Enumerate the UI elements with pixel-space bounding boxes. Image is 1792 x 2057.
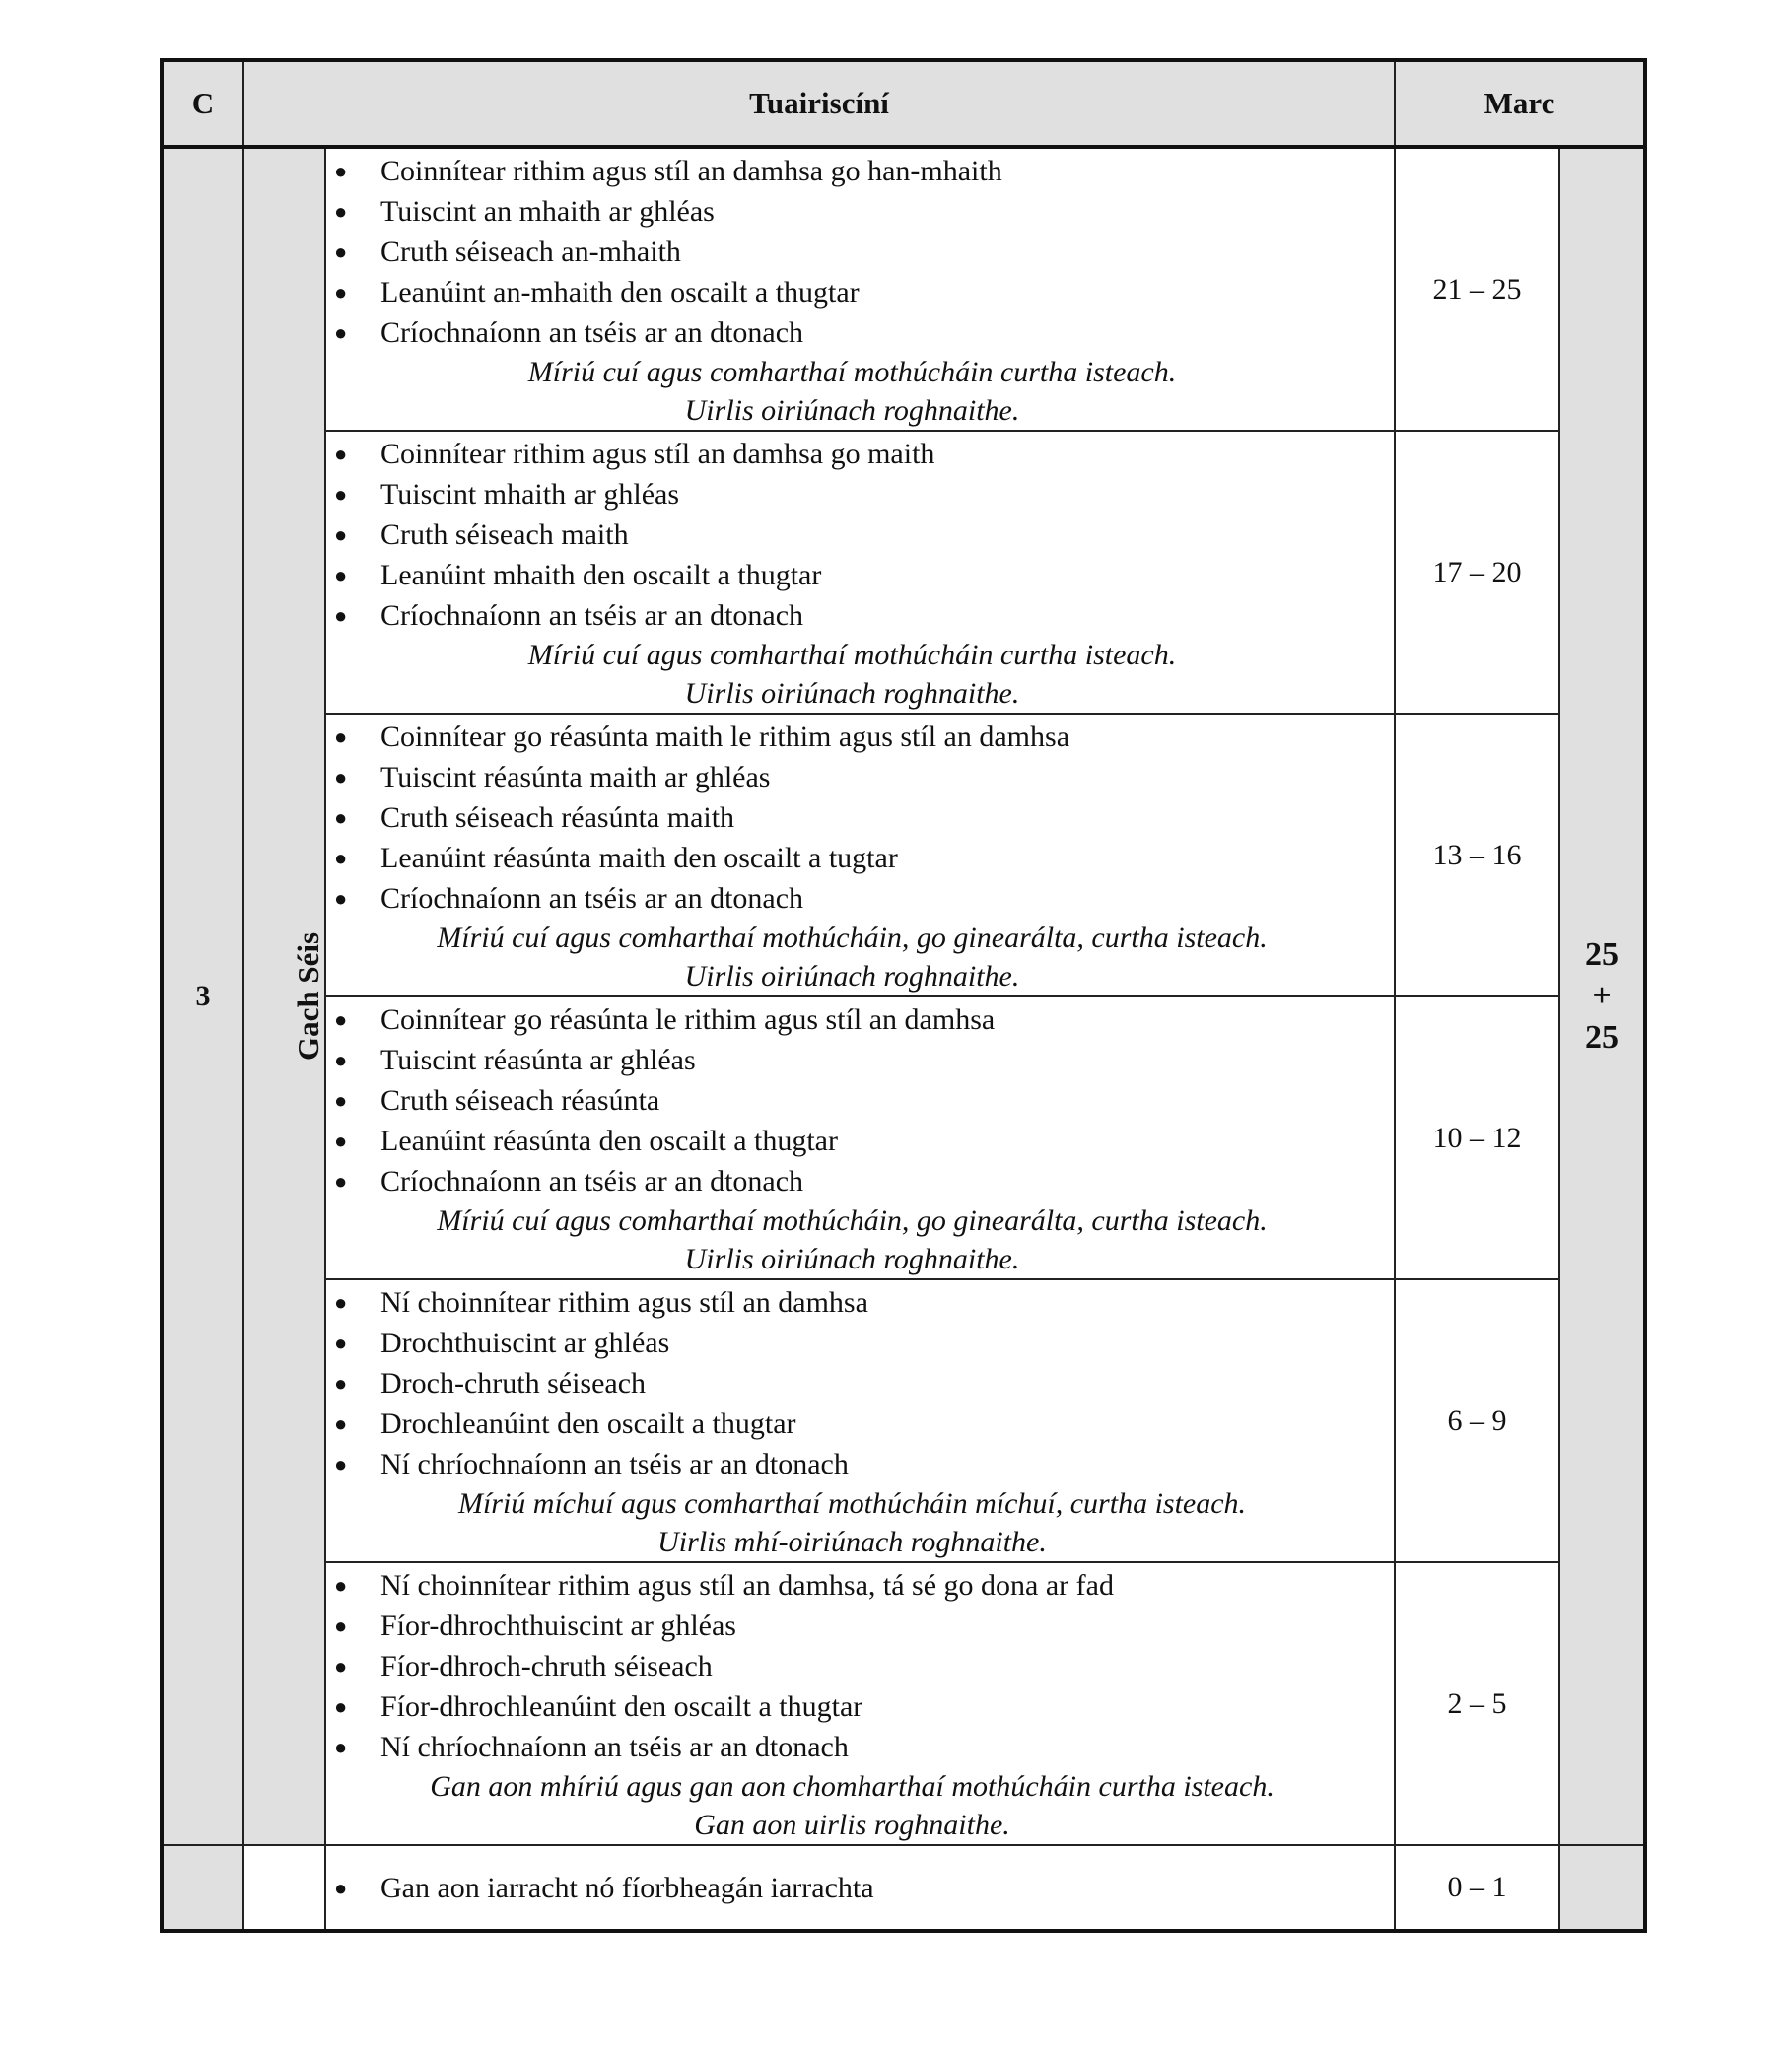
- bullet-icon: ●: [334, 1735, 348, 1759]
- band-row: [162, 147, 1645, 431]
- marking-scheme-table: [160, 58, 1647, 1933]
- final-band-row: [162, 1845, 1645, 1931]
- bullet-icon: ●: [334, 1875, 348, 1900]
- descriptor-bullet: ● Fíor-dhrochleanúint den oscailt a thugtar: [326, 1686, 1394, 1727]
- bullet-icon: ●: [334, 442, 348, 466]
- band-note: Uirlis oiriúnach roghnaithe.: [684, 960, 1020, 993]
- bullet-icon: ●: [334, 886, 348, 911]
- final-mark-range: 0 – 1: [1395, 1845, 1559, 1931]
- bullet-icon: ●: [334, 280, 348, 305]
- bullet-icon: ●: [334, 1411, 348, 1436]
- bullet-icon: ●: [334, 805, 348, 830]
- descriptor-bullet: ● Leanúint mhaith den oscailt a thugtar: [326, 555, 1394, 595]
- band-note: Uirlis oiriúnach roghnaithe.: [684, 394, 1020, 427]
- descriptor-bullet: ● Drochthuiscint ar ghléas: [326, 1323, 1394, 1363]
- descriptor-bullet: ● Coinnítear go réasúnta le rithim agus stíl an damhsa: [326, 999, 1394, 1040]
- descriptor-bullet: ● Droch-chruth séiseach: [326, 1363, 1394, 1404]
- band-descriptors: [325, 431, 1395, 714]
- bullet-icon: ●: [334, 1331, 348, 1355]
- band-note: Gan aon uirlis roghnaithe.: [694, 1809, 1010, 1841]
- descriptor-bullet: ● Ní choinnítear rithim agus stíl an damhsa: [326, 1282, 1394, 1323]
- band-descriptors: [325, 1562, 1395, 1845]
- descriptor-bullet: ● Cruth séiseach réasúnta maith: [326, 797, 1394, 838]
- descriptor-bullet: ● Tuiscint réasúnta maith ar ghléas: [326, 757, 1394, 797]
- bullet-icon: ●: [334, 1169, 348, 1194]
- mark-range: 13 – 16: [1395, 714, 1559, 996]
- mark-range: 2 – 5: [1395, 1562, 1559, 1845]
- bullet-icon: ●: [334, 522, 348, 547]
- band-note: Uirlis mhí-oiriúnach roghnaithe.: [657, 1526, 1047, 1558]
- bullet-icon: ●: [334, 199, 348, 224]
- descriptor-bullet: ● Críochnaíonn an tséis ar an dtonach: [326, 1161, 1394, 1201]
- descriptor-bullet: ● Drochleanúint den oscailt a thugtar: [326, 1404, 1394, 1444]
- band-descriptors: [325, 1279, 1395, 1562]
- bullet-icon: ●: [334, 1452, 348, 1476]
- mark-range: 6 – 9: [1395, 1279, 1559, 1562]
- descriptor-bullet: ● Leanúint réasúnta den oscailt a thugtar: [326, 1121, 1394, 1161]
- mark-range: 17 – 20: [1395, 431, 1559, 714]
- descriptor-bullet: ● Cruth séiseach maith: [326, 514, 1394, 555]
- bullet-icon: ●: [334, 846, 348, 870]
- band-row: [162, 996, 1645, 1279]
- bullet-icon: ●: [334, 724, 348, 749]
- empty-total-cell: [1559, 1845, 1645, 1931]
- bullet-icon: ●: [334, 1613, 348, 1638]
- final-band-descriptors: [325, 1845, 1395, 1931]
- band-note: Míriú cuí agus comharthaí mothúcháin curtha isteach.: [527, 356, 1177, 388]
- bullet-icon: ●: [334, 563, 348, 587]
- mark-range: 21 – 25: [1395, 147, 1559, 431]
- descriptor-bullet: ● Leanúint réasúnta maith den oscailt a tugtar: [326, 838, 1394, 878]
- descriptor-bullet: ● Tuiscint réasúnta ar ghléas: [326, 1040, 1394, 1080]
- bullet-icon: ●: [334, 1129, 348, 1153]
- descriptor-bullet: ● Críochnaíonn an tséis ar an dtonach: [326, 595, 1394, 636]
- header-descriptors: Tuairiscíní: [243, 60, 1395, 147]
- descriptor-bullet: ● Coinnítear rithim agus stíl an damhsa go maith: [326, 434, 1394, 474]
- side-label: Gach Séis: [291, 931, 326, 1062]
- descriptor-bullet: ● Fíor-dhroch-chruth séiseach: [326, 1646, 1394, 1686]
- descriptor-bullet: ● Cruth séiseach an-mhaith: [326, 232, 1394, 272]
- band-note: Gan aon mhíriú agus gan aon chomharthaí mothúcháin curtha isteach.: [430, 1770, 1275, 1803]
- descriptor-bullet: ● Fíor-dhrochthuiscint ar ghléas: [326, 1606, 1394, 1646]
- band-note: Míriú míchuí agus comharthaí mothúcháin míchuí, curtha isteach.: [457, 1487, 1247, 1520]
- band-row: [162, 431, 1645, 714]
- band-row: [162, 714, 1645, 996]
- empty-label-cell: [243, 1845, 325, 1931]
- header-row: [162, 60, 1645, 147]
- bullet-icon: ●: [334, 1371, 348, 1396]
- descriptor-bullet: ● Ní chríochnaíonn an tséis ar an dtonach: [326, 1727, 1394, 1767]
- descriptor-bullet: ● Coinnítear rithim agus stíl an damhsa go han-mhaith: [326, 151, 1394, 191]
- descriptor-bullet: ● Críochnaíonn an tséis ar an dtonach: [326, 312, 1394, 353]
- bullet-icon: ●: [334, 603, 348, 628]
- band-row: [162, 1279, 1645, 1562]
- descriptor-bullet: ● Ní choinnítear rithim agus stíl an damhsa, tá sé go dona ar fad: [326, 1565, 1394, 1606]
- bullet-icon: ●: [334, 482, 348, 507]
- side-label-cell: [243, 147, 325, 1845]
- bullet-icon: ●: [334, 1007, 348, 1032]
- bullet-icon: ●: [334, 1694, 348, 1719]
- band-descriptors: [325, 147, 1395, 431]
- bullet-icon: ●: [334, 1048, 348, 1072]
- empty-question-cell: [162, 1845, 243, 1931]
- descriptor-bullet: ● Coinnítear go réasúnta maith le rithim agus stíl an damhsa: [326, 717, 1394, 757]
- bullet-icon: ●: [334, 1654, 348, 1679]
- descriptor-bullet: ● Tuiscint an mhaith ar ghléas: [326, 191, 1394, 232]
- bullet-icon: ●: [334, 1290, 348, 1315]
- total-mark: 25 + 25: [1559, 147, 1645, 1845]
- descriptor-bullet: ● Gan aon iarracht nó fíorbheagán iarrachta: [326, 1868, 1394, 1908]
- band-note: Uirlis oiriúnach roghnaithe.: [684, 677, 1020, 710]
- bullet-icon: ●: [334, 240, 348, 264]
- descriptor-bullet: ● Críochnaíonn an tséis ar an dtonach: [326, 878, 1394, 919]
- bullet-icon: ●: [334, 765, 348, 789]
- descriptor-bullet: ● Ní chríochnaíonn an tséis ar an dtonach: [326, 1444, 1394, 1484]
- band-note: Míriú cuí agus comharthaí mothúcháin curtha isteach.: [527, 639, 1177, 671]
- mark-range: 10 – 12: [1395, 996, 1559, 1279]
- header-question: C: [162, 60, 243, 147]
- band-note: Uirlis oiriúnach roghnaithe.: [684, 1243, 1020, 1275]
- band-note: Míriú cuí agus comharthaí mothúcháin, go ginearálta, curtha isteach.: [437, 1204, 1268, 1237]
- band-descriptors: [325, 714, 1395, 996]
- header-mark: Marc: [1395, 60, 1645, 147]
- descriptor-bullet: ● Leanúint an-mhaith den oscailt a thugtar: [326, 272, 1394, 312]
- bullet-icon: ●: [334, 1573, 348, 1598]
- descriptor-bullet: ● Cruth séiseach réasúnta: [326, 1080, 1394, 1121]
- bullet-icon: ●: [334, 320, 348, 345]
- question-number: 3: [162, 147, 243, 1845]
- band-descriptors: [325, 996, 1395, 1279]
- bullet-icon: ●: [334, 159, 348, 183]
- bullet-icon: ●: [334, 1088, 348, 1113]
- band-note: Míriú cuí agus comharthaí mothúcháin, go ginearálta, curtha isteach.: [437, 922, 1268, 954]
- descriptor-bullet: ● Tuiscint mhaith ar ghléas: [326, 474, 1394, 514]
- band-row: [162, 1562, 1645, 1845]
